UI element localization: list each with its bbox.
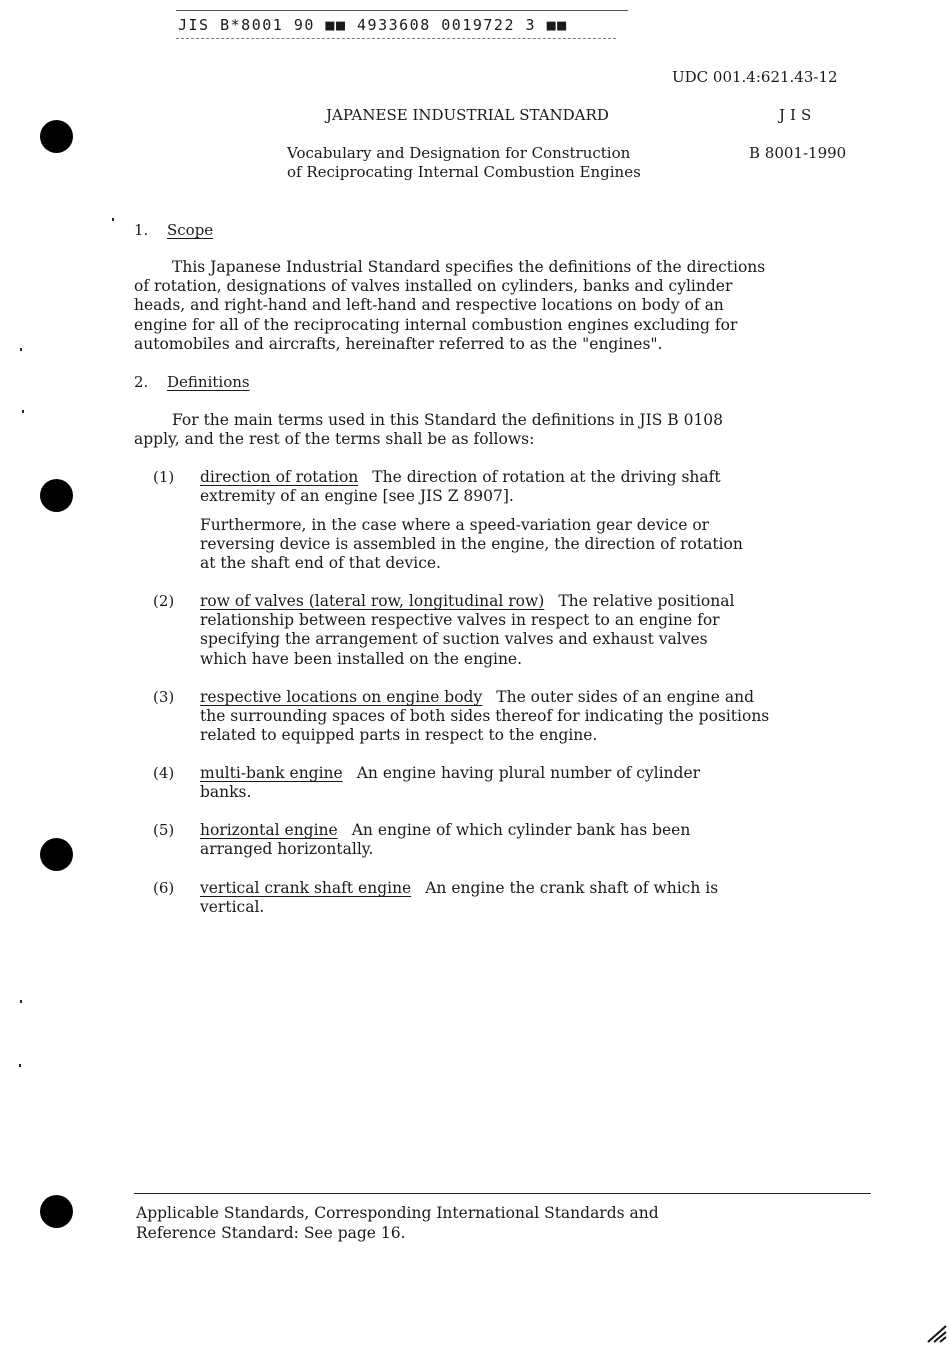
definition-item: [200, 592, 880, 669]
document-title-line: Vocabulary and Designation for Construction: [287, 144, 631, 162]
definition-text: The relative positional: [558, 592, 735, 610]
section-number: 1.: [134, 221, 149, 239]
definition-item: [200, 879, 880, 917]
definition-item: [200, 821, 880, 859]
definition-term: respective locations on engine body: [200, 688, 483, 706]
definition-number: (6): [153, 879, 175, 897]
punch-hole: [40, 120, 73, 153]
definition-line: arranged horizontally.: [200, 840, 374, 859]
definition-line: Furthermore, in the case where a speed-variation gear device or: [200, 516, 710, 534]
document-title: [287, 144, 641, 182]
definition-line: relationship between respective valves in respect to an engine for: [200, 611, 720, 630]
definition-line: which have been installed on the engine.: [200, 649, 523, 668]
scan-speck: [19, 1064, 21, 1067]
section-title: Definitions: [167, 373, 250, 391]
section-title: Scope: [167, 221, 214, 239]
corner-mark-icon: [926, 1322, 948, 1344]
paragraph-line: of rotation, designations of valves installed on cylinders, banks and cylinder: [134, 277, 733, 296]
standard-title: JAPANESE INDUSTRIAL STANDARD: [326, 106, 609, 124]
paragraph-line: engine for all of the reciprocating internal combustion engines excluding for: [134, 315, 738, 334]
applicable-standards-note: [136, 1204, 659, 1243]
punch-hole: [40, 838, 73, 871]
definition-line: at the shaft end of that device.: [200, 554, 441, 573]
definition-term: vertical crank shaft engine: [200, 879, 412, 897]
definition-line: banks.: [200, 783, 252, 802]
section-heading-scope: [134, 221, 213, 239]
document-title-line: of Reciprocating Internal Combustion Engines: [287, 163, 641, 181]
scope-paragraph: [134, 258, 874, 354]
document-number: B 8001-1990: [749, 144, 847, 162]
header-top-rule: [176, 10, 628, 11]
definition-number: (5): [153, 821, 175, 839]
definition-term: multi-bank engine: [200, 764, 343, 782]
paragraph-line: This Japanese Industrial Standard specifies the definitions of the directions: [172, 258, 766, 276]
definitions-intro: [134, 411, 874, 449]
definition-number: (2): [153, 592, 175, 610]
jis-mark: JIS: [779, 106, 817, 124]
definition-number: (3): [153, 688, 175, 706]
paragraph-line: automobiles and aircrafts, hereinafter referred to as the "engines".: [134, 334, 663, 353]
footer-rule: [134, 1193, 871, 1194]
footer-line: Reference Standard: See page 16.: [136, 1223, 406, 1242]
scan-speck: [22, 410, 24, 413]
definition-line: extremity of an engine [see JIS Z 8907].: [200, 487, 514, 506]
header-bottom-rule: [176, 38, 616, 39]
section-heading-definitions: [134, 373, 250, 391]
paragraph-line: apply, and the rest of the terms shall be as follows:: [134, 430, 535, 449]
punch-hole: [40, 1195, 73, 1228]
definition-term: direction of rotation: [200, 468, 359, 486]
definition-number: (1): [153, 468, 175, 486]
catalog-code: JIS B*8001 90 ■■ 4933608 0019722 3 ■■: [178, 16, 568, 34]
definition-item: [200, 764, 880, 802]
definition-text: The direction of rotation at the driving shaft: [372, 468, 721, 486]
definition-item: [200, 688, 880, 746]
scan-speck: [112, 218, 114, 221]
definition-term: horizontal engine: [200, 821, 338, 839]
section-number: 2.: [134, 373, 149, 391]
definition-text: An engine having plural number of cylinder: [356, 764, 701, 782]
udc-number: UDC 001.4:621.43-12: [672, 68, 838, 86]
definition-text: The outer sides of an engine and: [496, 688, 755, 706]
definition-text: An engine the crank shaft of which is: [425, 879, 719, 897]
definition-text: An engine of which cylinder bank has been: [351, 821, 691, 839]
definition-line: the surrounding spaces of both sides thereof for indicating the positions: [200, 707, 770, 726]
definition-number: (4): [153, 764, 175, 782]
definition-continuation: [200, 516, 880, 574]
scan-speck: [20, 348, 22, 351]
definition-term: row of valves (lateral row, longitudinal row): [200, 592, 545, 610]
definition-line: vertical.: [200, 898, 265, 917]
definition-item: [200, 468, 880, 506]
definition-line: related to equipped parts in respect to the engine.: [200, 726, 598, 745]
paragraph-line: heads, and right-hand and left-hand and respective locations on body of an: [134, 296, 724, 315]
definition-line: reversing device is assembled in the engine, the direction of rotation: [200, 535, 743, 554]
punch-hole: [40, 479, 73, 512]
definition-line: specifying the arrangement of suction valves and exhaust valves: [200, 630, 708, 649]
footer-line: Applicable Standards, Corresponding International Standards and: [136, 1204, 659, 1222]
paragraph-line: For the main terms used in this Standard the definitions in JIS B 0108: [172, 411, 724, 429]
scan-speck: [20, 1000, 22, 1003]
